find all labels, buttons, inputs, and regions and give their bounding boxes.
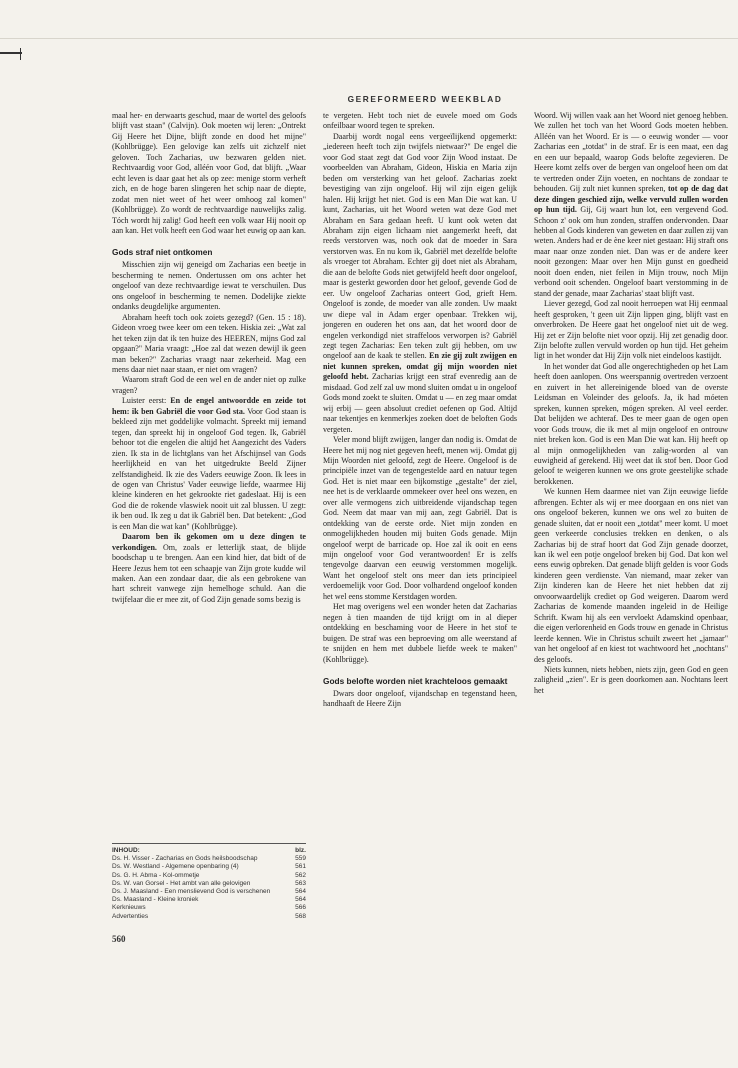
paragraph <box>112 396 306 532</box>
paragraph: We kunnen Hem daarmee niet van Zijn eeuwige liefde afbrengen. Echter als wij er mee doorgaan en ons niet van ons ongeloof bekeren, kunnen we ons wel zo buiten de genade sluiten, dat er nooit een „totdat" meer komt. U moet geen verkeerde conclusies trekken en denken, o als Zacharias bij de straf hoort dat God Zijn genade doorzet, kan ik wel een potje ongeloof breken bij God. Dat kon wel eens euwig opbreken. Dat genade blijft gelden is voor Gods kinderen geen verdienste. Van niemand, maar zeker van Zijn kinderen kan de Heere het niet hebben dat zij onvoorwaardelijk crediet op God weigeren. Daarom werd Zacharias de komende maanden ingeleid in de Heilige Schrift. Kwam hij als een vervloekt Adamskind openbaar, die eigen verlorenheid en Gods trouw en genade in Christus leerde kennen. Wie in Christus schuilt zweert het „jamaar" van het ongeloof af en kiest tot wachtwoord het „nochtans" des geloofs. <box>534 487 728 664</box>
table-of-contents <box>112 843 306 921</box>
paragraph <box>112 532 306 605</box>
toc-entry-page: 561 <box>295 863 306 871</box>
toc-entry-title: Ds. W. van Gorsel - Het ambt van alle gelovigen <box>112 879 251 887</box>
paragraph: Het mag overigens wel een wonder heten dat Zacharias negen à tien maanden de tijd krijgt om in al dieper ontdekking en beschaming voor de Heere in het stof te buigen. De straf was een beproeving om alle weerstand af te snijden en hem met dubbele liefde week te maken" (Kohlbrügge). <box>323 602 517 664</box>
bold-quote: En de engel antwoordde en zeide tot hem: ik ben Gabriël die voor God sta. <box>112 396 306 416</box>
text-run: Woord. Wij willen vaak aan het Woord niet genoeg hebben. We zullen het toch van het Woord Gods moeten hebben. Alléén van het Woord. Er is — o eeuwig wonder — voor Zacharias een „totdat" in de straf. Er is een maat, een dag en een uur bepaald, waarop Gods belofte zegevieren. De Heere komt zelfs over de bergen van ongeloof heen om dat te vertreden onder Zijn voeten, en nochtans de zondaar te behouden. Gij zult niet kunnen spreken, <box>534 111 728 194</box>
toc-entry-page: 566 <box>295 904 306 912</box>
toc-entry <box>112 904 306 912</box>
page-number: 560 <box>112 934 126 944</box>
toc-entry-page: 568 <box>295 912 306 920</box>
text-run: Zacharias krijgt een straf evenredig aan de misdaad. God zelf zal uw mond sluiten omdat u in ongeloof Gods mond zoekt te sluiten. Omdat u — en zeg maar omdat wij erbij — geen absoluut crediet oefenen op God. Altijd naar tekentjes en kenmerkjes zoeken doet de beloften Gods vergeten. <box>323 372 517 434</box>
paragraph: Abraham heeft toch ook zoiets gezegd? (Gen. 15 : 18). Gideon vroeg twee keer om een teken. Hiskia zei: „Wat zal het teken zijn dat ik ten huize des HEEREN, mijns God zal opgaan?" Maria vraagt: „Hoe zal dat wezen dewijl ik geen man beken?" Zacharias vraagt naar zekerheid. Mag een mens daar niet naar staan, er niet om vragen? <box>112 312 306 374</box>
text-run: Daarbij wordt nogal eens vergeeïlijkend opgemerkt: „iedereen heeft toch zijn twijfels nietwaar?" De engel die voor God staat zegt dat God voor Zijn Wood instaat. De voorbeelden van Abraham, Gideon, Hiskia en Maria zijn beden om versterking van het geloof. Zacharias zoekt bevestiging van zijn ongeloof. Hij wil zijn eigen gelijk halen. Hij krijgt het niet. God is een Man Die wat kan. U kunt, Zacharias, uit het Woord weten wat deze God met Abraham en Sara gedaan heeft. U kunt ook weten dat Abraham zijn eigen lichaam niet aangemerkt heeft, dat reeds verstorven was, noch ook dat de moeder in Sara verstorven was. En nu kom ik, Gabriël met dezelfde belofte als vroeger tot Abraham. Echter gij doet niet als Abraham, die aan de belofte Gods niet getwijfeld heeft door ongeloof, maar is gesterkt geworden door het geloof, gevende God de eer. Uw ongeloof Zacharias onteert God, grieft Hem. Ongeloof is zonde, de moeder van alle zonden. Uw maakt uw diepe val in Adam erger openbaar. Trekken wij, jongeren en ouderen het ons aan, dat het woord door de engelen verkondigd niet straffeloos verworpen is? Gabriël zegt tegen Zacharias: Een teken zult gij hebben, om uw ongeloof aan de kaak te stellen. <box>323 131 517 361</box>
bold-quote: En zie gij zult zwijgen en niet kunnen spreken, omdat gij mijn woorden niet geloofd hebt. <box>323 351 517 382</box>
toc-entry-title: Ds. H. Visser - Zacharias en Gods heilsboodschap <box>112 855 258 863</box>
toc-entry-title: Ds. W. Westland - Algemene openbaring (4) <box>112 863 239 871</box>
toc-entry <box>112 863 306 871</box>
running-header: GEREFORMEERD WEEKBLAD <box>347 94 503 104</box>
text-column-3 <box>534 111 728 696</box>
toc-entry-title: Ds. Maasland - Kleine kroniek <box>112 896 199 904</box>
toc-entry-page: 564 <box>295 888 306 896</box>
toc-entry <box>112 872 306 880</box>
page-top-edge <box>0 38 738 39</box>
section-heading: Gods belofte worden niet krachteloos gemaakt <box>323 676 508 687</box>
toc-entry-title: Advertenties <box>112 912 149 920</box>
crop-mark <box>0 52 22 54</box>
bold-quote: tot op de dag dat deze dingen geschied zijn, welke vervuld zullen worden op hun tijd. <box>534 184 728 215</box>
toc-entry <box>112 888 306 896</box>
toc-entry-page: 563 <box>295 879 306 887</box>
paragraph: Liever gezegd, God zal nooit herroepen wat Hij eenmaal heeft gesproken, 't geen uit Zijn lippen ging, blijft vast en onverbroken. De Heere gaat het ongeloof niet uit de weg. Hij zet er Zijn belofte niet voor opzij. Hij zet genadig door. Zijn belofte zullen vervuld worden op hun tijd. Het geheim ligt in het wonder dat Hij Zijn volk niet eindeloos kastijdt. <box>534 299 728 361</box>
bold-quote: Daarom ben ik gekomen om u deze dingen te verkondigen. <box>112 532 306 552</box>
toc-title: INHOUD: <box>112 847 140 854</box>
toc-header <box>112 847 306 855</box>
toc-page-label: blz. <box>295 847 306 854</box>
text-run: Gij, Gij waart hun lot, een vergevend God. Schoon z' ook om hun zonden, straffen ondervonden. Daar hebben al Gods kinderen van geweten en daar zullen zij van weten. Anders had er de ène keer niet gestaan: Hij straft ons maar naar onze zonden niet. Dan was er de andere keer nooit gezongen: Maar over hen Mijn gunst en goedheid nooit doen enden, niet feilen in Mijn trouw, noch Mijn verbond ooit schenden. Ongeloof baart verstomming in de stand der genade, maar Zacharias' staat blijft vast. <box>534 205 728 298</box>
toc-entry-page: 562 <box>295 871 306 879</box>
paragraph: Waarom straft God de een wel en de ander niet op zulke vragen? <box>112 375 306 395</box>
toc-entry-title: Ds. G. H. Abma - Kol-ommetje <box>112 871 200 879</box>
toc-entry <box>112 913 306 921</box>
toc-entry <box>112 896 306 904</box>
paragraph: te vergeten. Hebt toch niet de euvele moed om Gods onfeilbaar woord tegen te spreken. <box>323 111 517 131</box>
paragraph: Misschien zijn wij geneigd om Zacharias een beetje in bescherming te nemen. Ondertussen om ons achter het ongeloof van deze rechtvaardige iewat te verschuilen. Dus ons ongeloof in bescherming te nemen. Dodelijke ziekte ondanks deugdelijke argumenten. <box>112 260 306 312</box>
paragraph: Dwars door ongeloof, vijandschap en tegenstand heen, handhaaft de Heere Zijn <box>323 689 517 709</box>
text-run: Om, zoals er letterlijk staat, de blijde boodschap u te brengen. Aan een kind hier, dat bidt of de Heere Jezus hem tot een schaapje van Zijn grote kudde wil maken. Aan een zondaar daar, die als een gebrokene van hart schreit vanwege zijn hemelhoge schuld. Aan die twijfelaar die er mee zit, of God Zijn genade soms bezig is <box>112 542 306 604</box>
text-column-1 <box>112 111 306 605</box>
text-run: Luister eerst: <box>122 396 171 406</box>
toc-entry <box>112 855 306 863</box>
text-run: Voor God staan is bekleed zijn met goddelijke volmacht. Spreekt mij iemand tegen, dan spreekt hij in ongeloof God tegen. Ik, Gabriël behoor tot die engelen die altijd het Aangezicht des Vaders zien. Ik sta in de lichtglans van het Afschijnsel van Gods heerlijkheid en van het uitgedrukte Beeld Zijner zelfstandigheid. Ik zie des Vaders eeuwige Zoon. Ik lees in de ogen van Christus' Vader eeuwige liefde, waarmee Hij kleine kinderen en het gekrookte riet gadeslaat. Hij is een God die de rokende vlaswiek nooit uit zal blussen. U zegt: ik ben oud. Ik zeg u dat ik Gabriël ben. Dat betekent: „God is een Man die wat kan" (Kohlbrügge). <box>112 406 306 531</box>
toc-entry-page: 559 <box>295 855 306 863</box>
text-column-2 <box>323 111 517 710</box>
toc-entry <box>112 880 306 888</box>
section-heading: Gods straf niet ontkomen <box>112 247 213 258</box>
paragraph <box>323 132 517 435</box>
paragraph: Veler mond blijft zwijgen, langer dan nodig is. Omdat de Heere het mij nog niet gegeven heeft, menen wij. Omdat gij Mijn Woorden niet geloofd, zegt de Heere. Ongeloof is de principiële inzet van de tegengestelde aard en natuur tegen God. Het is niet maar een bijkomstige „gestalte" der ziel, nee het is de verklaarde ommekeer over heel ons wezen, en over alle vermogens zich uitbreidende vijandschap tegen God. Neem dat maar van mij aan, zegt Gabriël. Dat is ontdekking van de eerste orde. Niet mijn zonden en onmogelijkheden houden mij buiten Gods genade. Mijn ongeloof werpt de barricade op. Hoe zal ik ooit en eens mijn ongeloof voor God verantwoorden! Er is zelfs tengevolge daarvan een eeuwig verstommen mogelijk. Want het ongeloof stelt ons meer dan iets principieel verdoemelijk voor God. Door volhardend ongeloof konden het wel eens stomme Kerstdagen worden. <box>323 435 517 601</box>
paragraph: Niets kunnen, niets hebben, niets zijn, geen God en geen zaligheid „zien". Er is geen doorkomen aan. Nochtans leert het <box>534 665 728 695</box>
toc-entry-title: Kerknieuws <box>112 904 146 912</box>
paragraph: In het wonder dat God alle ongerechtigheden op het Lam heeft doen aanlopen. Ons weerspannig overtreden verzoent en zuivert in het allereinigende bloed van de overste Leidsman en Voleinder des geloofs. Ja, ik had móeten spreken, kunnen spreken, mógen spreken. Al veel eerder. Dat belijden we achteraf. Des te meer gaan de ogen open voor Gods trouw, die ik met al mijn ongeloof en ontrouw niet breken kon. God is een Man Die wat kan. Hij heeft op al mijn onmogelijkheden van zalig-worden al van euwigheid af gerekend. Hij weet dat ik stof ben. Door God geloof te weigeren kunnen we ons grote geestelijke schade berokkenen. <box>534 361 728 486</box>
toc-entry-page: 564 <box>295 896 306 904</box>
paragraph <box>534 111 728 299</box>
toc-entry-title: Ds. J. Maasland - Een menslievend God is verschenen <box>112 888 271 896</box>
crop-mark-vertical <box>20 48 21 60</box>
paragraph: maal her- en derwaarts geschud, maar de wortel des geloofs blijft vast staan" (Calvijn). Ook moeten wij leren: „Ontrekt Gij Heere het Dijne, blijft zonde en dood het mijne" (Kohlbrügge). Een gelovige kan zelfs uit zichzelf niet geloven. Toch Zacharias, uw bezwaren gelden niet. Rechtvaardig voor God, alléén voor God, dat blijft. „Waar echt leven is daar gaat het als op zee: menige storm verheft zich, en de hoge baren slingeren het schip naar de diepte, zodat men niet weet of het weer omhoog zal komen" (Kohlbrügge). Zo wordt de rechtvaardige nauwelijks zalig. Tóch wordt hij zalig! God heeft een volk waar Hij nooit op aan kan. Het volk heeft een God waar het euwig op aan kan. <box>112 111 306 235</box>
